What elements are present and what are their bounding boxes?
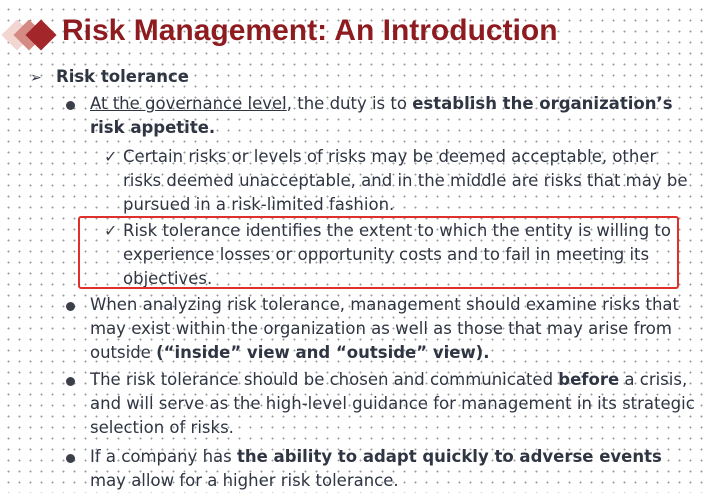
bullet2-text: When analyzing risk tolerance, management should examine risks that may exist within the organization as well as those that may arise from outside	[90, 295, 680, 362]
level1-label: Risk tolerance	[56, 67, 189, 86]
bullet-governance	[90, 92, 695, 140]
bullet1-text: , the duty is to	[286, 94, 413, 113]
bullet-adapt	[90, 445, 695, 493]
check2-text: Risk tolerance identifies the extent to which the entity is willing to experience losses or opportunity costs and to fail in meeting its objectives.	[123, 221, 671, 288]
bullet4-text2: may allow for a higher risk tolerance.	[90, 471, 399, 490]
governance-link[interactable]: At the governance level	[90, 94, 287, 113]
bullet-communicate	[90, 368, 695, 440]
round-bullet-icon	[66, 101, 75, 110]
bullet2-bold: (“inside” view and “outside” view).	[156, 343, 490, 362]
check-item-acceptable	[104, 145, 695, 217]
checkmark-icon: ✓	[104, 221, 118, 240]
checkmark-icon: ✓	[104, 147, 118, 166]
bullet4-bold: the ability to adapt quickly to adverse events	[236, 447, 662, 466]
round-bullet-icon	[66, 377, 75, 386]
slide-title: Risk Management: An Introduction	[62, 14, 558, 47]
highlight-box	[78, 216, 679, 289]
bullet-analyzing	[90, 293, 695, 365]
bullet1-bold: establish the organization’s risk appetite.	[90, 94, 673, 137]
round-bullet-icon	[66, 302, 75, 311]
bullet3-text1: The risk tolerance should be chosen and communicated	[90, 370, 559, 389]
bullet3-text2: a crisis, and will serve as the high-level guidance for management in its strategic selection of risks.	[90, 370, 695, 437]
round-bullet-icon	[66, 454, 75, 463]
check1-text: Certain risks or levels of risks may be deemed acceptable, other risks deemed unacceptable, and in the middle are risks that may be pursued in a risk-limited fashion.	[123, 147, 688, 214]
bullet4-text1: If a company has	[90, 447, 237, 466]
level1-heading	[30, 66, 189, 89]
arrow-bullet-icon: ➢	[30, 70, 42, 86]
bullet3-bold: before	[558, 370, 620, 389]
diamond-logo-icon	[0, 20, 60, 60]
